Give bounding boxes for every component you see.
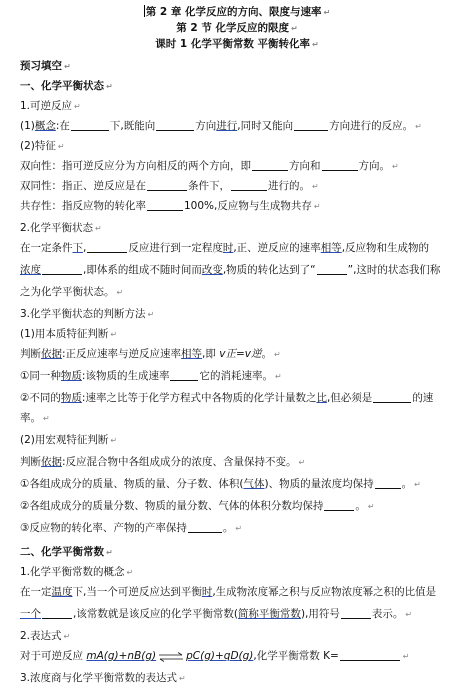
s1-title: 1.可逆反应 ↵ [20,100,81,112]
reversible-arrow-icon [158,651,184,661]
chapter-title: 第 2 章 化学反应的方向、限度与速率 ↵ [145,6,331,18]
p2-expression-title: 2.表达式 ↵ [20,630,71,642]
s2-line1: 在一定条件下, 反应进行到一定程度时,正、逆反应的速率相等,反应物和生成物的 [20,242,430,254]
fill-blank[interactable] [170,369,198,381]
s2-line3: 之为化学平衡状态。 ↵ [20,286,124,298]
p2-quotient-title: 3.浓度商与化学平衡常数的表达式 ↵ [20,672,186,684]
s3-method1: (1)用本质特征判断 ↵ [20,328,118,340]
fill-blank[interactable] [156,119,194,131]
p2-expression: 对于可逆反应 mA(g)+nB(g) pC(g)+qD(g),化学平衡常数 K= ↵ [20,650,410,662]
s3-method2: (2)用宏观特征判断 ↵ [20,434,118,446]
s1-same-condition: 双同性：指正、逆反应是在 条件下， 进行的。 ↵ [20,180,319,192]
s3-macro3: ③反应物的转化率、产物的产率保持 。 ↵ [20,522,243,534]
p2-concept-title: 1.化学平衡常数的概念 ↵ [20,566,134,578]
fill-blank[interactable] [317,263,347,275]
s3-basis1: 判断依据:正反应速率与逆反应速率相等,即 v正=v逆。 ↵ [20,348,281,360]
fill-blank[interactable] [324,499,354,511]
s3-macro2: ②各组成成分的质量分数、物质的量分数、气体的体积分数均保持 。 ↵ [20,500,375,512]
fill-blank[interactable] [231,179,267,191]
fill-blank[interactable] [373,391,411,403]
s3-criterion2: ②不同的物质:速率之比等于化学方程式中各物质的化学计量数之比,但必须是 的速 [20,392,434,404]
fill-blank[interactable] [340,649,400,661]
p2-line2: 一个 ,该常数就是该反应的化学平衡常数(简称平衡常数),用符号 表示。 ↵ [20,608,413,620]
s1-feature: (2)特征 ↵ [20,140,65,152]
fill-blank[interactable] [252,159,288,171]
fill-blank[interactable] [375,477,401,489]
fill-blank[interactable] [322,159,358,171]
s3-criterion1: ①同一种物质:该物质的生成速率 它的消耗速率。 ↵ [20,370,282,382]
fill-blank[interactable] [42,263,82,275]
fill-blank[interactable] [341,607,371,619]
fill-blank[interactable] [294,119,328,131]
fill-blank[interactable] [147,199,183,211]
s3-criterion2-cont: 率。 ↵ [20,412,50,424]
s1-bidirectional: 双向性：指可逆反应分为方向相反的两个方向，即 方向和 方向。 ↵ [20,160,399,172]
preview-label: 预习填空 ↵ [20,60,71,72]
s2-title: 2.化学平衡状态 ↵ [20,222,102,234]
fill-blank[interactable] [147,179,187,191]
s1-coexist: 共存性：指反应物的转化率 100%,反应物与生成物共存 ↵ [20,200,321,212]
s3-title: 3.化学平衡状态的判断方法 ↵ [20,308,155,320]
s1-concept: (1)概念:在 下,既能向 方向进行,同时又能向 方向进行的反应。 ↵ [20,120,422,132]
fill-blank[interactable] [71,119,109,131]
section-title: 第 2 节 化学反应的限度 ↵ [176,22,298,34]
text-cursor [144,5,145,17]
lesson-title: 课时 1 化学平衡常数 平衡转化率 ↵ [155,38,319,50]
p2-line1: 在一定温度下,当一个可逆反应达到平衡时,生成物浓度幂之积与反应物浓度幂之积的比值是 [20,586,437,598]
part2-title: 二、化学平衡常数 ↵ [20,546,113,558]
fill-blank[interactable] [42,607,72,619]
s3-macro1: ①各组成成分的质量、物质的量、分子数、体积(气体)、物质的量浓度均保持 。 ↵ [20,478,421,490]
s2-line2: 浓度 ,即体系的组成不随时间而改变,物质的转化达到了“ ”,这时的状态我们称 [20,264,441,276]
fill-blank[interactable] [188,521,222,533]
s3-basis2: 判断依据:反应混合物中各组成成分的浓度、含量保持不变。 ↵ [20,456,306,468]
part1-title: 一、化学平衡状态 ↵ [20,80,113,92]
fill-blank[interactable] [87,241,127,253]
